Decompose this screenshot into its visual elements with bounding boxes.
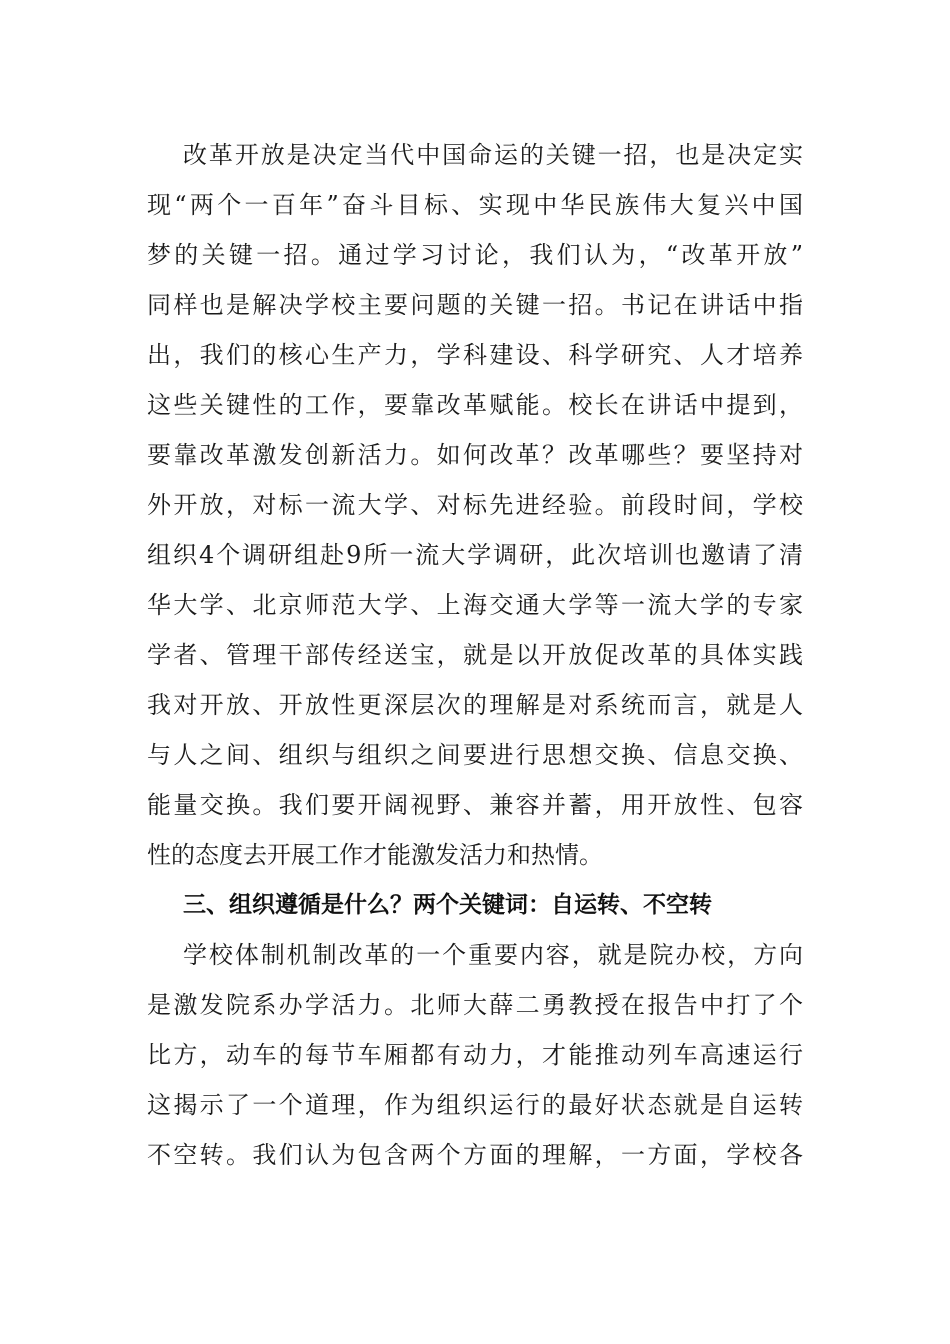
paragraph-1-line: 这些关键性的工作，要靠改革赋能。校长在讲话中提到， <box>147 391 803 419</box>
paragraph-2-line: 学校体制机制改革的一个重要内容，就是院办校，方向 <box>183 941 803 969</box>
paragraph-1-line: 能量交换。我们要开阔视野、兼容并蓄，用开放性、包容 <box>147 791 803 819</box>
paragraph-1-line: 出，我们的核心生产力，学科建设、科学研究、人才培养 <box>147 341 803 369</box>
paragraph-2-line: 不空转。我们认为包含两个方面的理解，一方面，学校各 <box>147 1141 803 1169</box>
paragraph-1-line: 同样也是解决学校主要问题的关键一招。书记在讲话中指 <box>147 291 803 319</box>
paragraph-2-line: 这揭示了一个道理，作为组织运行的最好状态就是自运转 <box>147 1091 803 1119</box>
paragraph-1-line: 我对开放、开放性更深层次的理解是对系统而言，就是人 <box>147 691 803 719</box>
paragraph-1-line: 现“两个一百年”奋斗目标、实现中华民族伟大复兴中国 <box>147 191 803 219</box>
paragraph-1-line: 要靠改革激发创新活力。如何改革？改革哪些？要坚持对 <box>147 441 803 469</box>
paragraph-2-line: 比方，动车的每节车厢都有动力，才能推动列车高速运行 <box>147 1041 803 1069</box>
paragraph-1-line: 梦的关键一招。通过学习讨论，我们认为，“改革开放” <box>147 241 803 269</box>
paragraph-1-line: 组织4个调研组赴9所一流大学调研，此次培训也邀请了清 <box>147 541 803 569</box>
paragraph-1-line: 外开放，对标一流大学、对标先进经验。前段时间，学校 <box>147 491 803 519</box>
paragraph-1-line: 学者、管理干部传经送宝，就是以开放促改革的具体实践 <box>147 641 803 669</box>
paragraph-2-line: 是激发院系办学活力。北师大薛二勇教授在报告中打了个 <box>147 991 803 1019</box>
section-heading: 三、组织遵循是什么？两个关键词：自运转、不空转 <box>183 892 712 918</box>
paragraph-1-line: 华大学、北京师范大学、上海交通大学等一流大学的专家 <box>147 591 803 619</box>
paragraph-1-line: 改革开放是决定当代中国命运的关键一招，也是决定实 <box>183 141 803 169</box>
paragraph-1-line: 与人之间、组织与组织之间要进行思想交换、信息交换、 <box>147 741 803 769</box>
paragraph-1-line: 性的态度去开展工作才能激发活力和热情。 <box>147 841 603 869</box>
